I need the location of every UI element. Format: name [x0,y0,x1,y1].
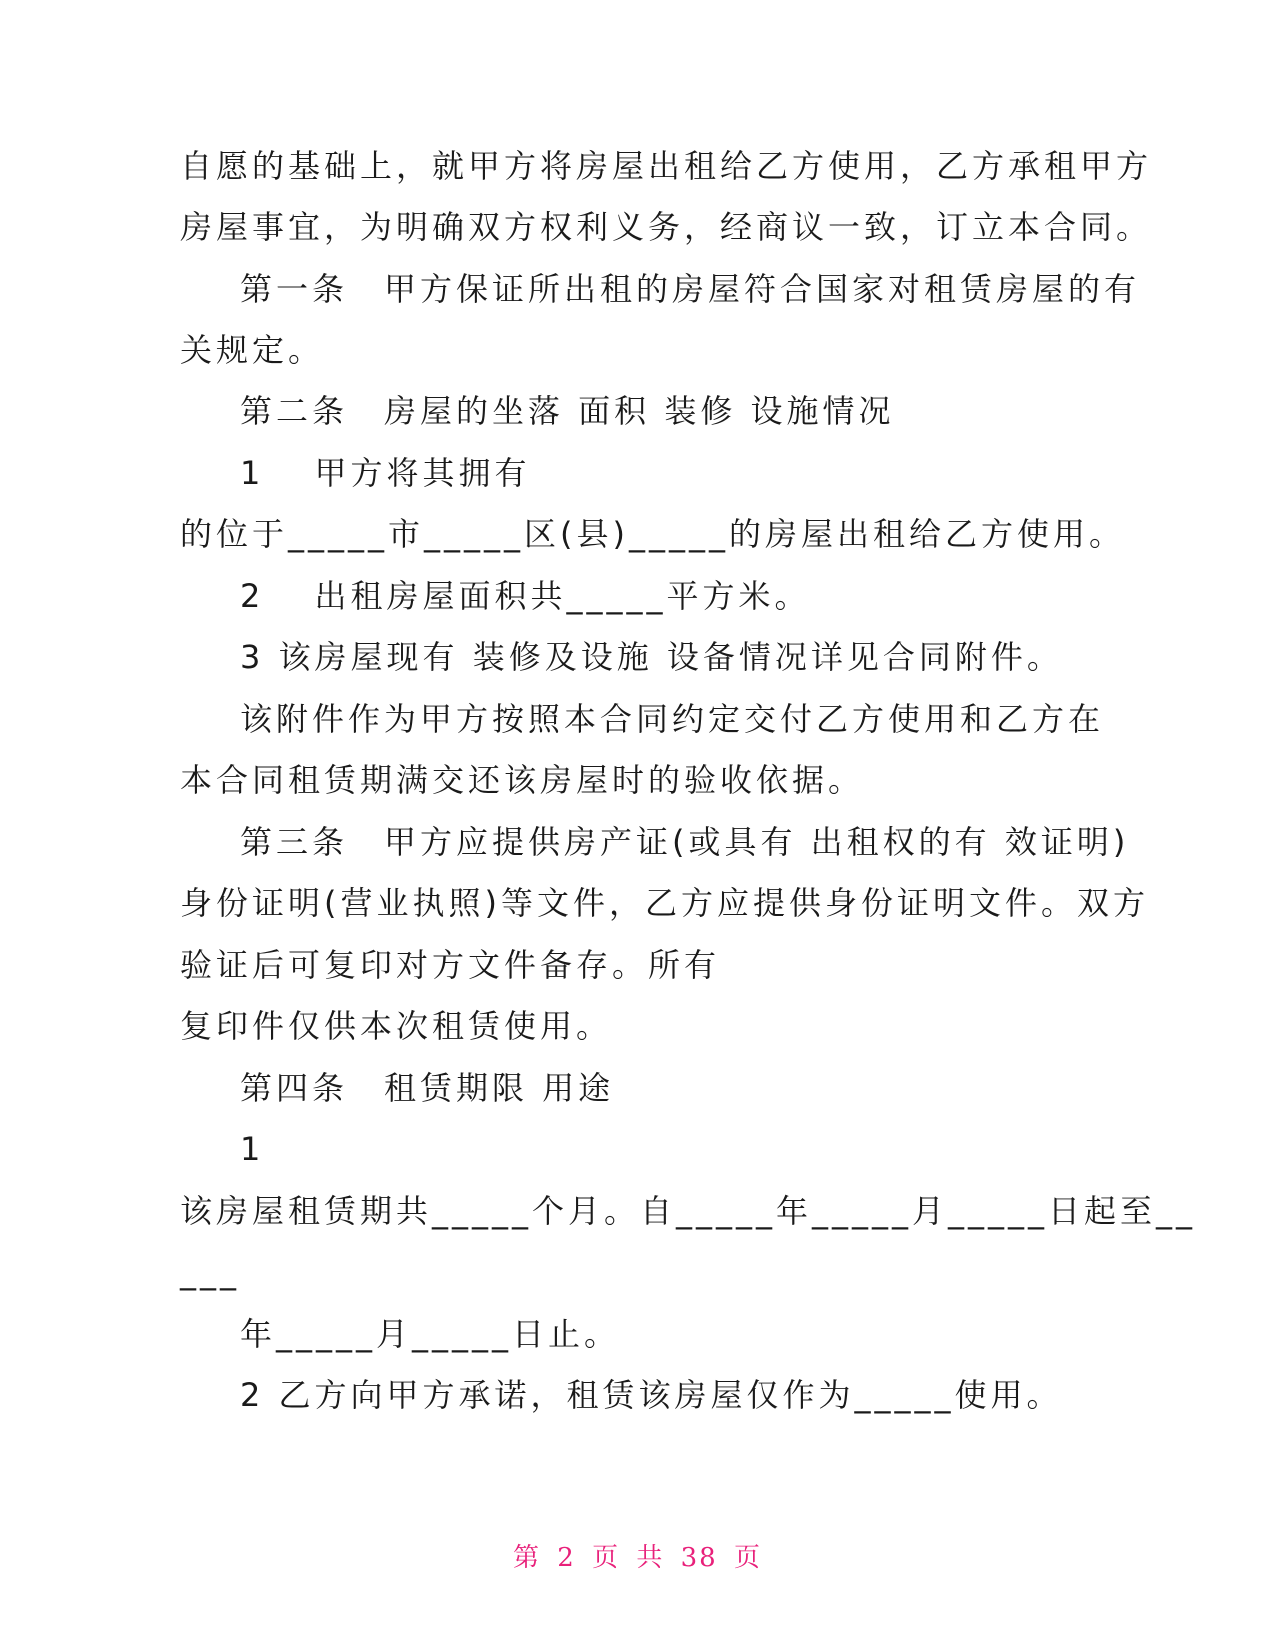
text-line: 年_____月_____日止。 [240,1315,621,1353]
text-line: 3 该房屋现有 装修及设施 设备情况详见合同附件。 [240,638,1063,676]
text-line: 2 乙方向甲方承诺，租赁该房屋仅作为_____使用。 [240,1376,1063,1414]
text-line: 房屋事宜，为明确双方权利义务，经商议一致，订立本合同。 [180,208,1153,246]
text-line: ___ [180,1253,240,1291]
text-line: 1 [240,1130,265,1168]
text-line: 复印件仅供本次租赁使用。 [180,1007,613,1045]
text-line: 第一条 甲方保证所出租的房屋符合国家对租赁房屋的有 [240,270,1141,308]
text-line: 该房屋租赁期共_____个月。自_____年_____月_____日起至__ [180,1192,1197,1230]
text-line: 的位于_____市_____区(县)_____的房屋出租给乙方使用。 [180,515,1125,553]
text-line: 1 甲方将其拥有 [240,454,531,492]
text-line: 身份证明(营业执照)等文件，乙方应提供身份证明文件。双方 [180,884,1149,922]
text-line: 第三条 甲方应提供房产证(或具有 出租权的有 效证明) [240,823,1130,861]
text-line: 该附件作为甲方按照本合同约定交付乙方使用和乙方在 [240,700,1105,738]
text-line: 第四条 租赁期限 用途 [240,1069,615,1107]
text-line: 自愿的基础上，就甲方将房屋出租给乙方使用，乙方承租甲方 [180,147,1153,185]
text-line: 第二条 房屋的坐落 面积 装修 设施情况 [240,392,895,430]
text-line: 关规定。 [180,331,325,369]
page-number-footer: 第 2 页 共 38 页 [513,1543,762,1573]
text-line: 2 出租房屋面积共_____平方米。 [240,577,811,615]
text-line: 本合同租赁期满交还该房屋时的验收依据。 [180,761,865,799]
text-line: 验证后可复印对方文件备存。所有 [180,946,721,984]
